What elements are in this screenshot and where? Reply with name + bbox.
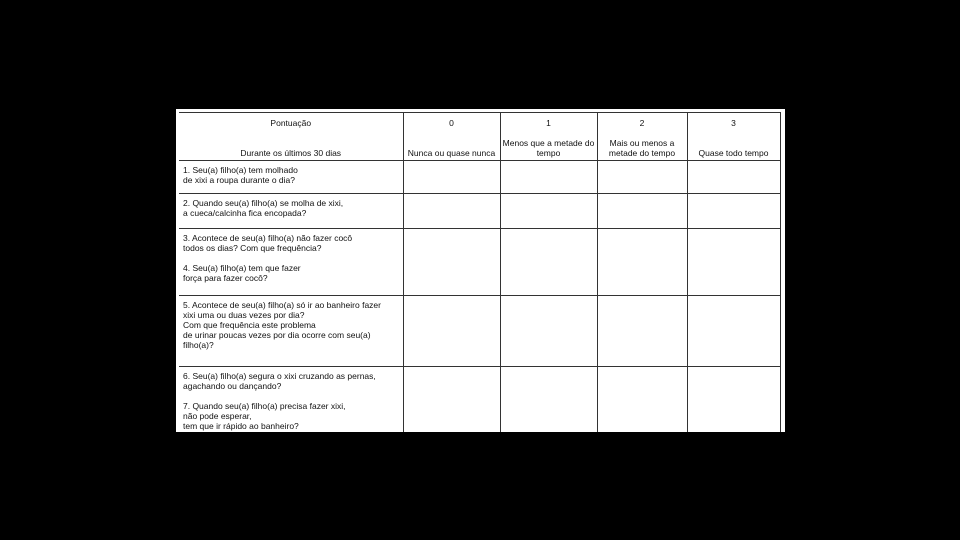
answer-cell-0[interactable] [403, 161, 500, 194]
question-line: 4. Seu(a) filho(a) tem que fazer [183, 263, 301, 273]
question-line: 2. Quando seu(a) filho(a) se molha de xixi, [183, 198, 344, 208]
answer-cell-0[interactable] [403, 367, 500, 433]
question-line: filho(a)? [183, 340, 214, 350]
question-line: a cueca/calcinha fica encopada? [183, 208, 307, 218]
period-label: Durante os últimos 30 dias [240, 148, 342, 158]
table-row [179, 194, 780, 229]
answer-cell-2[interactable] [597, 367, 687, 433]
answer-cell-3[interactable] [687, 229, 780, 296]
col-2-value: 2 [639, 118, 645, 128]
question-line: de xixi a roupa durante o dia? [183, 175, 295, 185]
answer-cell-0[interactable] [403, 229, 500, 296]
question-line: 5. Acontece de seu(a) filho(a) só ir ao banheiro fazer [183, 300, 381, 310]
col-3-label: Quase todo tempo [698, 148, 769, 158]
question-line: força para fazer cocô? [183, 273, 268, 283]
questionnaire-sheet [176, 109, 785, 432]
question-cell [179, 367, 403, 433]
table-row [179, 229, 780, 296]
col-0-value: 0 [449, 118, 454, 128]
question-line: tem que ir rápido ao banheiro? [183, 421, 299, 431]
header-col-2 [597, 113, 687, 161]
header-question-cell [179, 113, 403, 161]
col-2-label: Mais ou menos a metade do tempo [608, 138, 676, 158]
question-line: 1. Seu(a) filho(a) tem molhado [183, 165, 298, 175]
col-0-label: Nunca ou quase nunca [407, 148, 496, 158]
answer-cell-1[interactable] [500, 194, 597, 229]
answer-cell-1[interactable] [500, 296, 597, 367]
scoring-table [179, 112, 781, 432]
table-row [179, 161, 780, 194]
header-col-1 [500, 113, 597, 161]
question-line: agachando ou dançando? [183, 381, 282, 391]
question-cell [179, 194, 403, 229]
table-row [179, 367, 780, 433]
answer-cell-1[interactable] [500, 229, 597, 296]
table-row [179, 296, 780, 367]
answer-cell-2[interactable] [597, 161, 687, 194]
answer-cell-3[interactable] [687, 194, 780, 229]
header-col-0 [403, 113, 500, 161]
question-line: xixi uma ou duas vezes por dia? [183, 310, 305, 320]
question-cell [179, 296, 403, 367]
answer-cell-3[interactable] [687, 296, 780, 367]
answer-cell-0[interactable] [403, 194, 500, 229]
answer-cell-2[interactable] [597, 296, 687, 367]
question-line: de urinar poucas vezes por dia ocorre com seu(a) [183, 330, 371, 340]
question-line: não pode esperar, [183, 411, 252, 421]
header-col-3 [687, 113, 780, 161]
answer-cell-3[interactable] [687, 161, 780, 194]
col-1-value: 1 [546, 118, 551, 128]
answer-cell-1[interactable] [500, 161, 597, 194]
answer-cell-2[interactable] [597, 229, 687, 296]
question-line: 3. Acontece de seu(a) filho(a) não fazer cocô [183, 233, 353, 243]
question-cell [179, 229, 403, 296]
answer-cell-2[interactable] [597, 194, 687, 229]
score-label: Pontuação [270, 118, 312, 128]
answer-cell-0[interactable] [403, 296, 500, 367]
question-line: 6. Seu(a) filho(a) segura o xixi cruzando as pernas, [183, 371, 376, 381]
question-line: 7. Quando seu(a) filho(a) precisa fazer xixi, [183, 401, 346, 411]
answer-cell-3[interactable] [687, 367, 780, 433]
col-3-value: 3 [731, 118, 736, 128]
question-line: Com que frequência este problema [183, 320, 316, 330]
answer-cell-1[interactable] [500, 367, 597, 433]
question-cell [179, 161, 403, 194]
question-line: todos os dias? Com que frequência? [183, 243, 322, 253]
header-row [179, 113, 780, 161]
col-1-label: Menos que a metade do tempo [502, 138, 595, 158]
